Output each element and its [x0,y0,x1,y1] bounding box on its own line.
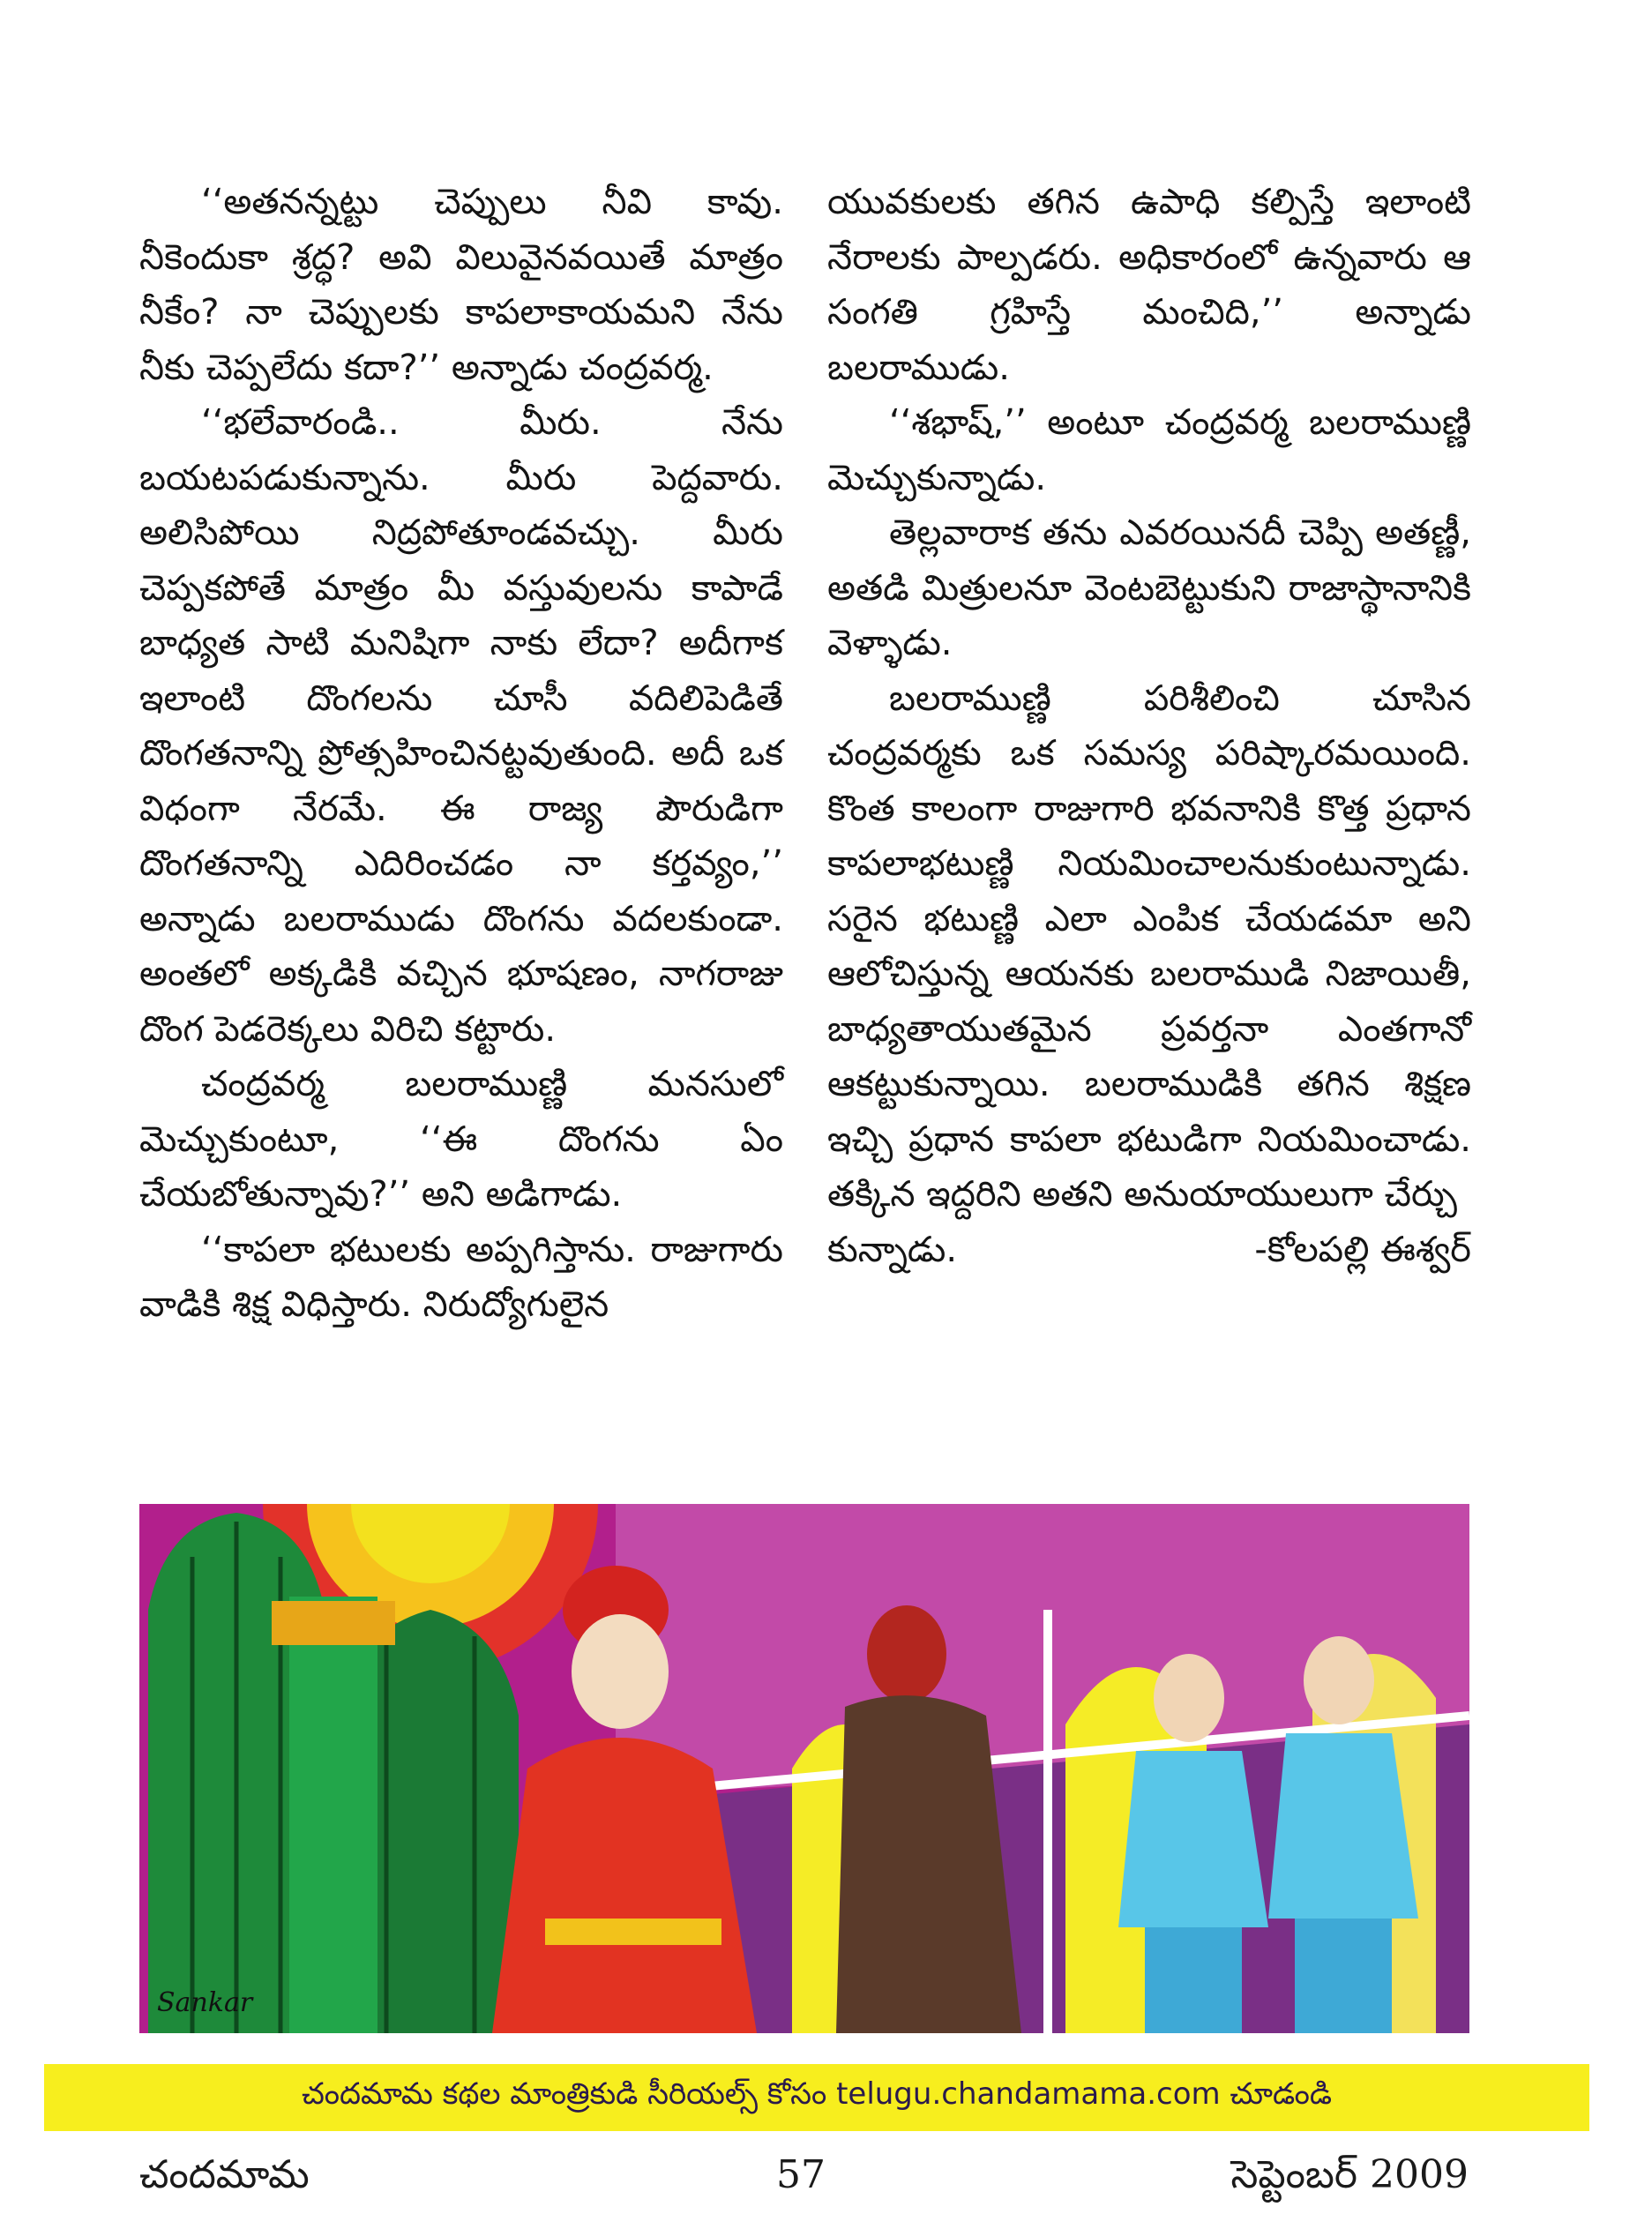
paragraph: యువకులకు తగిన ఉపాధి కల్పిస్తే ఇలాంటి నేరాలకు పాల్పడరు. అధికారంలో ఉన్నవారు ఆ సంగతి గ్రహిస్తే మంచిది,’’ అన్నాడు బలరాముడు. [827,182,1471,388]
issue-date: సెప్టెంబర్ 2009 [1230,2152,1469,2197]
paragraph: ‘‘శభాష్,’’ అంటూ చంద్రవర్మ బలరాముణ్ణి మెచ్చుకున్నాడు. [827,402,1471,498]
story-column-right [827,175,1471,1277]
page-number: 57 [776,2152,826,2197]
closing-word: కున్నాడు. [827,1229,958,1270]
magazine-name: చందమామ [139,2152,310,2197]
promo-banner-text: చందమామ కథల మాంత్రికుడి సీరియల్స్ కోసం telugu.chandamama.com చూడండి [301,2076,1333,2112]
paragraph: తెల్లవారాక తను ఎవరయినదీ చెప్పి అతణ్ణీ, అతడి మిత్రులనూ వెంటబెట్టుకుని రాజాస్థానానికి వెళ్ళాడు. [827,512,1471,663]
paragraph: చంద్రవర్మ బలరాముణ్ణి మనసులో మెచ్చుకుంటూ, ‘‘ఈ దొంగను ఏం చేయబోతున్నావు?’’ అని అడిగాడు. [139,1064,783,1215]
paragraph: ‘‘కాపలా భటులకు అప్పగిస్తాను. రాజుగారు వాడికి శిక్ష విధిస్తారు. నిరుద్యోగులైన [139,1229,783,1325]
closing-line [827,1223,1471,1278]
paragraph: బలరాముణ్ణి పరిశీలించి చూసిన చంద్రవర్మకు ఒక సమస్య పరిష్కారమయింది. కొంత కాలంగా రాజుగారి భవనానికి కొత్త ప్రధాన కాపలాభటుణ్ణి నియమించాలనుకుంటున్నాడు. సరైన భటుణ్ణి ఎలా ఎంపిక చేయడమా అని ఆలోచిస్తున్న ఆయనకు బలరాముడి నిజాయితీ, బాధ్యతాయుతమైన ప్రవర్తనా ఎంతగానో ఆకట్టుకున్నాయి. బలరాముడికి తగిన శిక్షణ ఇచ్చి ప్రధాన కాపలా భటుడిగా నియమించాడు. తక్కిన ఇద్దరిని అతని అనుయాయులుగా చేర్చు [827,677,1471,1215]
promo-banner [44,2064,1589,2131]
story-illustration [139,1504,1469,2033]
story-column-left [139,175,783,1333]
paragraph: ‘‘భలేవారండి.. మీరు. నేను బయటపడుకున్నాను. మీరు పెద్దవారు. అలిసిపోయి నిద్రపోతూండవచ్చు. మీరు చెప్పకపోతే మాత్రం మీ వస్తువులను కాపాడే బాధ్యత సాటి మనిషిగా నాకు లేదా? అదీగాక ఇలాంటి దొంగలను చూసీ వదిలిపెడితే దొంగతనాన్ని ప్రోత్సహించినట్టవుతుంది. అదీ ఒక విధంగా నేరమే. ఈ రాజ్య పౌరుడిగా దొంగతనాన్ని ఎదిరించడం నా కర్తవ్యం,’’ అన్నాడు బలరాముడు దొంగను వదలకుండా. అంతలో అక్కడికి వచ్చిన భూషణం, నాగరాజు దొంగ పెడరెక్కలు విరిచి కట్టారు. [139,402,783,1050]
artist-signature: Sankar [157,1987,253,2018]
illustration-artwork [139,1504,1469,2033]
author-signature: -కోలపల్లి ఈశ్వర్ [1254,1229,1471,1270]
paragraph: ‘‘అతనన్నట్టు చెప్పులు నీవి కావు. నీకెందుకా శ్రద్ధ? అవి విలువైనవయితే మాత్రం నీకేం? నా చెప్పులకు కాపలాకాయమని నేను నీకు చెప్పలేదు కదా?’’ అన్నాడు చంద్రవర్మ. [139,182,783,388]
